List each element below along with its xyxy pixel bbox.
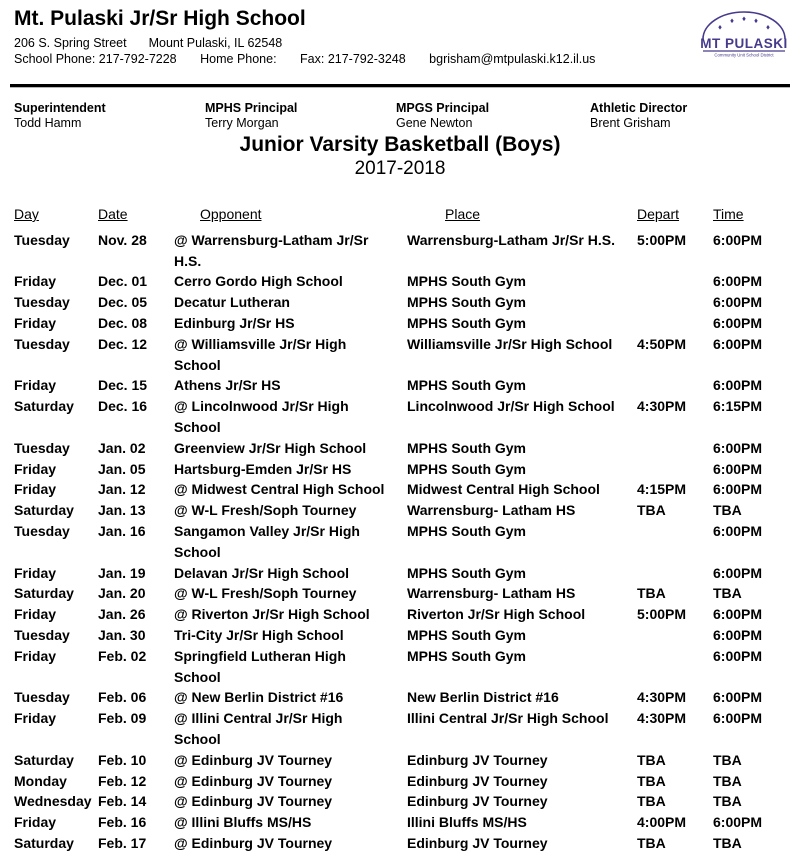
cell-time: 6:00PM (713, 689, 763, 706)
staff-row (14, 101, 790, 131)
role-name: Brent Grisham (590, 116, 671, 130)
cell-depart (637, 438, 713, 459)
cell-opponent: @ Edinburg JV Tourney (174, 793, 333, 810)
cell-depart: 4:30PM (637, 398, 687, 415)
cell-opponent: Sangamon Valley Jr/Sr High School (174, 522, 360, 560)
cell-date: Feb. 17 (98, 834, 147, 851)
page-title: Junior Varsity Basketball (Boys) (239, 133, 561, 156)
cell-depart (637, 646, 713, 688)
contact-email: bgrisham@mtpulaski.k12.il.us (429, 52, 596, 66)
cell-place: MPHS South Gym (407, 314, 527, 331)
cell-date: Dec. 05 (98, 294, 148, 311)
table-row (14, 791, 790, 812)
cell-date: Feb. 06 (98, 689, 147, 706)
cell-depart (637, 292, 713, 313)
table-row (14, 833, 790, 854)
cell-date: Dec. 01 (98, 273, 148, 290)
cell-opponent: Delavan Jr/Sr High School (174, 564, 350, 581)
cell-place: MPHS South Gym (407, 377, 527, 394)
cell-date: Feb. 10 (98, 751, 147, 768)
cell-depart (637, 459, 713, 480)
cell-date: Jan. 20 (98, 585, 146, 602)
cell-place: Riverton Jr/Sr High School (407, 606, 586, 623)
role-title: Superintendent (14, 101, 106, 115)
cell-opponent: @ Illini Central Jr/Sr High School (174, 710, 343, 747)
cell-day: Monday (14, 772, 67, 789)
schedule-body (14, 230, 790, 854)
cell-time: 6:00PM (713, 335, 763, 352)
role-name: Gene Newton (396, 116, 473, 130)
cell-place: MPHS South Gym (407, 439, 527, 456)
cell-time: 6:00PM (713, 460, 763, 477)
table-row (14, 521, 790, 563)
cell-depart: 4:15PM (637, 481, 687, 498)
home-phone-label: Home Phone: (200, 52, 277, 66)
cell-place: MPHS South Gym (407, 522, 527, 539)
cell-opponent: Edinburg Jr/Sr HS (174, 314, 295, 331)
cell-date: Jan. 16 (98, 522, 146, 539)
cell-time: 6:00PM (713, 606, 763, 623)
role-title: MPHS Principal (205, 101, 298, 115)
cell-opponent: @ Warrensburg-Latham Jr/Sr H.S. (174, 231, 369, 269)
table-row (14, 459, 790, 480)
table-row (14, 604, 790, 625)
season-label: 2017-2018 (354, 158, 446, 179)
cell-place: Midwest Central High School (407, 481, 600, 498)
cell-place: Edinburg JV Tourney (407, 772, 548, 789)
cell-depart: 4:30PM (637, 710, 687, 727)
column-header-place: Place (445, 206, 481, 222)
cell-date: Feb. 14 (98, 793, 147, 810)
cell-place: Warrensburg- Latham HS (407, 502, 576, 519)
cell-time: TBA (713, 772, 742, 789)
school-logo (698, 8, 790, 60)
cell-depart: 4:00PM (637, 814, 687, 831)
cell-depart: 5:00PM (637, 231, 687, 248)
table-row (14, 771, 790, 792)
cell-depart: TBA (637, 502, 666, 519)
staff-mpgs-principal (396, 101, 590, 131)
cell-date: Feb. 02 (98, 647, 147, 664)
logo-text: MT PULASKI (700, 36, 788, 51)
cell-opponent: @ Midwest Central High School (174, 481, 385, 498)
table-row (14, 375, 790, 396)
cell-time: 6:00PM (713, 273, 763, 290)
cell-opponent: @ Riverton Jr/Sr High School (174, 606, 370, 623)
fax-number: Fax: 217-792-3248 (300, 52, 406, 66)
cell-day: Friday (14, 460, 57, 477)
cell-day: Saturday (14, 502, 74, 519)
table-row (14, 563, 790, 584)
table-row (14, 230, 790, 272)
cell-day: Friday (14, 314, 57, 331)
cell-time: 6:00PM (713, 564, 763, 581)
cell-opponent: Greenview Jr/Sr High School (174, 439, 367, 456)
cell-day: Friday (14, 647, 57, 664)
cell-time: TBA (713, 751, 742, 768)
cell-depart (637, 313, 713, 334)
cell-time: 6:00PM (713, 314, 763, 331)
logo-tagline: Community Unit School District (714, 52, 774, 58)
cell-date: Jan. 13 (98, 502, 146, 519)
address-line (14, 36, 282, 50)
dome-stars-icon (698, 8, 790, 60)
table-row (14, 438, 790, 459)
cell-opponent: Athens Jr/Sr HS (174, 377, 281, 394)
cell-place: Warrensburg-Latham Jr/Sr H.S. (407, 231, 615, 248)
cell-date: Jan. 19 (98, 564, 146, 581)
cell-date: Feb. 09 (98, 710, 147, 727)
cell-opponent: @ W-L Fresh/Soph Tourney (174, 585, 357, 602)
cell-time: 6:00PM (713, 231, 763, 248)
cell-day: Friday (14, 814, 57, 831)
role-title: Athletic Director (590, 101, 688, 115)
cell-day: Friday (14, 606, 57, 623)
cell-day: Friday (14, 564, 57, 581)
header-divider (10, 84, 790, 88)
cell-opponent: @ New Berlin District #16 (174, 689, 344, 706)
cell-depart (637, 375, 713, 396)
table-row (14, 750, 790, 771)
cell-depart: TBA (637, 585, 666, 602)
cell-place: Warrensburg- Latham HS (407, 585, 576, 602)
cell-date: Jan. 30 (98, 626, 146, 643)
cell-opponent: @ W-L Fresh/Soph Tourney (174, 502, 357, 519)
cell-time: 6:00PM (713, 439, 763, 456)
cell-opponent: @ Edinburg JV Tourney (174, 751, 333, 768)
table-row (14, 479, 790, 500)
cell-place: MPHS South Gym (407, 294, 527, 311)
cell-opponent: Cerro Gordo High School (174, 273, 343, 290)
cell-time: TBA (713, 585, 742, 602)
cell-time: 6:00PM (713, 294, 763, 311)
table-row (14, 646, 790, 688)
cell-depart (637, 625, 713, 646)
cell-day: Tuesday (14, 522, 70, 539)
column-header-date: Date (98, 206, 128, 222)
cell-date: Jan. 26 (98, 606, 146, 623)
table-row (14, 500, 790, 521)
table-row (14, 708, 790, 750)
schedule-table (14, 204, 790, 854)
cell-day: Friday (14, 273, 57, 290)
cell-opponent: @ Edinburg JV Tourney (174, 834, 333, 851)
school-name: Mt. Pulaski Jr/Sr High School (14, 7, 306, 30)
cell-place: Edinburg JV Tourney (407, 793, 548, 810)
table-row (14, 292, 790, 313)
cell-day: Tuesday (14, 335, 70, 352)
staff-superintendent (14, 101, 205, 131)
cell-depart (637, 521, 713, 563)
table-row (14, 271, 790, 292)
cell-day: Friday (14, 710, 57, 727)
cell-opponent: Hartsburg-Emden Jr/Sr HS (174, 460, 352, 477)
cell-opponent: Springfield Lutheran High School (174, 647, 346, 685)
cell-day: Tuesday (14, 294, 70, 311)
cell-day: Saturday (14, 834, 74, 851)
cell-time: TBA (713, 502, 742, 519)
cell-place: MPHS South Gym (407, 626, 527, 643)
cell-depart (637, 563, 713, 584)
cell-day: Wednesday (14, 793, 92, 810)
cell-place: MPHS South Gym (407, 273, 527, 290)
cell-depart: TBA (637, 834, 666, 851)
cell-depart: 4:30PM (637, 689, 687, 706)
cell-time: 6:00PM (713, 710, 763, 727)
table-row (14, 625, 790, 646)
table-row (14, 396, 790, 438)
cell-time: TBA (713, 793, 742, 810)
cell-date: Jan. 02 (98, 439, 146, 456)
cell-opponent: Decatur Lutheran (174, 294, 290, 311)
cell-place: Illini Bluffs MS/HS (407, 814, 527, 831)
cell-day: Tuesday (14, 439, 70, 456)
role-name: Terry Morgan (205, 116, 279, 130)
cell-day: Friday (14, 481, 57, 498)
cell-date: Dec. 12 (98, 335, 148, 352)
cell-time: 6:00PM (713, 626, 763, 643)
table-row (14, 812, 790, 833)
cell-place: Edinburg JV Tourney (407, 834, 548, 851)
column-header-day: Day (14, 206, 39, 222)
contact-line (14, 52, 595, 66)
cell-day: Tuesday (14, 689, 70, 706)
column-header-opponent: Opponent (200, 206, 262, 222)
cell-day: Friday (14, 377, 57, 394)
cell-time: 6:00PM (713, 522, 763, 539)
table-header-row (14, 204, 790, 225)
address-street: 206 S. Spring Street (14, 36, 127, 50)
table-row (14, 334, 790, 376)
table-row (14, 583, 790, 604)
cell-opponent: @ Edinburg JV Tourney (174, 772, 333, 789)
cell-place: MPHS South Gym (407, 564, 527, 581)
cell-place: MPHS South Gym (407, 647, 527, 664)
cell-place: Lincolnwood Jr/Sr High School (407, 398, 615, 415)
column-header-depart: Depart (637, 206, 680, 222)
table-row (14, 313, 790, 334)
cell-place: Illini Central Jr/Sr High School (407, 710, 609, 727)
address-city: Mount Pulaski, IL 62548 (148, 36, 283, 50)
cell-date: Feb. 16 (98, 814, 147, 831)
cell-date: Dec. 08 (98, 314, 148, 331)
column-header-time: Time (713, 206, 744, 222)
cell-time: 6:00PM (713, 647, 763, 664)
cell-time: TBA (713, 834, 742, 851)
cell-place: New Berlin District #16 (407, 689, 559, 706)
cell-date: Dec. 15 (98, 377, 148, 394)
cell-time: 6:00PM (713, 814, 763, 831)
cell-day: Saturday (14, 398, 74, 415)
cell-depart: TBA (637, 793, 666, 810)
cell-place: Edinburg JV Tourney (407, 751, 548, 768)
role-title: MPGS Principal (396, 101, 490, 115)
school-phone: School Phone: 217-792-7228 (14, 52, 177, 66)
staff-athletic-director (590, 101, 790, 131)
cell-date: Nov. 28 (98, 231, 147, 248)
cell-date: Jan. 12 (98, 481, 146, 498)
cell-depart: TBA (637, 751, 666, 768)
cell-time: 6:00PM (713, 481, 763, 498)
cell-date: Dec. 16 (98, 398, 148, 415)
cell-depart (637, 271, 713, 292)
cell-opponent: @ Illini Bluffs MS/HS (174, 814, 312, 831)
cell-depart: TBA (637, 772, 666, 789)
cell-place: MPHS South Gym (407, 460, 527, 477)
cell-opponent: @ Lincolnwood Jr/Sr High School (174, 398, 349, 435)
table-row (14, 687, 790, 708)
cell-day: Saturday (14, 585, 74, 602)
cell-date: Feb. 12 (98, 772, 147, 789)
cell-day: Saturday (14, 751, 74, 768)
staff-mphs-principal (205, 101, 396, 131)
cell-day: Tuesday (14, 231, 70, 248)
cell-place: Williamsville Jr/Sr High School (407, 335, 613, 352)
cell-date: Jan. 05 (98, 460, 146, 477)
cell-depart: 5:00PM (637, 606, 687, 623)
cell-opponent: @ Williamsville Jr/Sr High School (174, 335, 347, 373)
cell-time: 6:00PM (713, 377, 763, 394)
cell-opponent: Tri-City Jr/Sr High School (174, 626, 344, 643)
cell-time: 6:15PM (713, 398, 763, 415)
role-name: Todd Hamm (14, 116, 82, 130)
cell-depart: 4:50PM (637, 335, 687, 352)
cell-day: Tuesday (14, 626, 70, 643)
